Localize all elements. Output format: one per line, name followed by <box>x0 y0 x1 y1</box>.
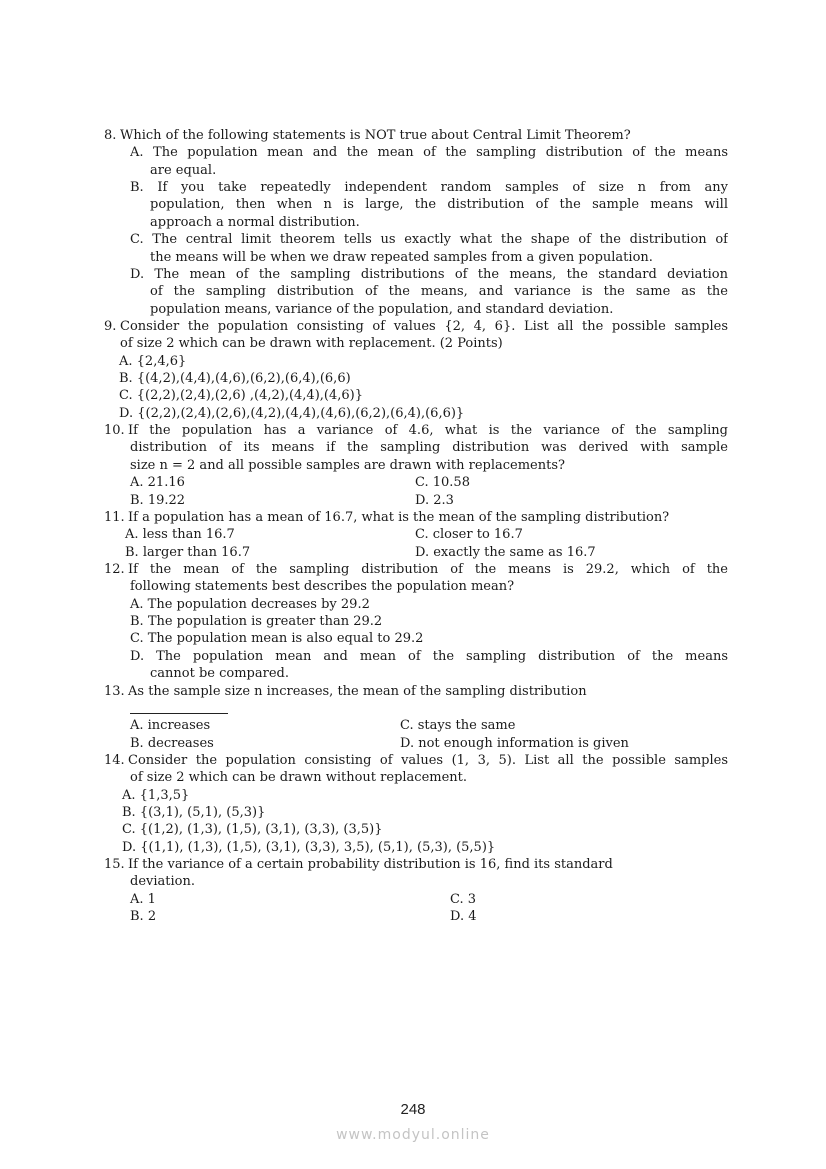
answer-option: D. 2.3 <box>415 492 454 508</box>
question-text: If the mean of the sampling distribution of the means is 29.2, which of the <box>128 561 728 577</box>
answer-blank-line <box>0 700 826 717</box>
question-line <box>0 422 826 439</box>
page-number: 248 <box>400 1101 426 1118</box>
answer-option <box>0 370 826 387</box>
answer-option <box>0 231 826 248</box>
answer-option-text: cannot be compared. <box>150 666 289 682</box>
answer-option-text: C. The population mean is also equal to 29.2 <box>130 631 424 647</box>
question-number: 8. <box>104 128 117 143</box>
answer-option <box>0 179 826 196</box>
answer-option-text: D. The population mean and mean of the sampling distribution of the means <box>130 648 728 664</box>
question-9 <box>0 318 826 422</box>
question-line <box>0 578 826 595</box>
answer-option <box>0 596 826 613</box>
answer-option: A. 21.16 <box>130 475 185 491</box>
answer-option <box>0 249 826 266</box>
question-line <box>0 752 826 769</box>
option-row <box>0 492 826 509</box>
answer-option: D. exactly the same as 16.7 <box>415 544 596 560</box>
answer-option: A. 1 <box>130 891 156 907</box>
question-number: 9. <box>104 318 117 334</box>
answer-option-text: A. {1,3,5} <box>122 787 190 803</box>
answer-option-text: the means will be when we draw repeated samples from a given population. <box>150 249 653 265</box>
answer-option: D. not enough information is given <box>400 735 629 751</box>
answer-option <box>0 387 826 404</box>
answer-option: B. decreases <box>130 735 214 751</box>
answer-option <box>0 665 826 682</box>
question-13 <box>0 683 826 752</box>
question-text: of size 2 which can be drawn with replacement. (2 Points) <box>120 336 503 352</box>
answer-option-text: D. The mean of the sampling distributions of the means, the standard deviation <box>130 266 728 282</box>
answer-option-text: B. {(4,2),(4,4),(4,6),(6,2),(6,4),(6,6) <box>119 371 351 387</box>
question-text: Consider the population consisting of values {2, 4, 6}. List all the possible samples <box>120 318 728 334</box>
question-number: 15. <box>104 857 125 873</box>
question-text: Which of the following statements is NOT true about Central Limit Theorem? <box>120 128 631 143</box>
answer-option-text: D. {(2,2),(2,4),(2,6),(4,2),(4,4),(4,6),(6,2),(6,4),(6,6)} <box>119 405 465 421</box>
answer-option <box>0 839 826 856</box>
answer-option <box>0 821 826 838</box>
answer-option <box>0 196 826 213</box>
question-text: size n = 2 and all possible samples are drawn with replacements? <box>130 457 565 473</box>
question-text: distribution of its means if the sampling distribution was derived with sample <box>130 440 728 456</box>
question-line <box>0 318 826 335</box>
answer-option <box>0 283 826 300</box>
option-row <box>0 891 826 908</box>
answer-option: D. 4 <box>450 909 477 925</box>
answer-option-text: B. The population is greater than 29.2 <box>130 614 383 630</box>
answer-option-text: population, then when n is large, the distribution of the sample means will <box>150 197 728 213</box>
question-15 <box>0 856 826 925</box>
question-text: If the variance of a certain probability distribution is 16, find its standard <box>128 857 613 873</box>
answer-option-text: C. The central limit theorem tells us exactly what the shape of the distribution of <box>130 232 728 248</box>
answer-option-text: are equal. <box>150 162 217 178</box>
answer-option-text: C. {(1,2), (1,3), (1,5), (3,1), (3,3), (3,5)} <box>122 822 383 838</box>
question-14 <box>0 752 826 856</box>
answer-option <box>0 144 826 161</box>
answer-option: B. 2 <box>130 909 157 925</box>
question-text: following statements best describes the population mean? <box>130 579 515 595</box>
answer-option-text: A. The population mean and the mean of the sampling distribution of the means <box>130 145 728 161</box>
answer-option: C. closer to 16.7 <box>415 527 523 543</box>
answer-option-text: B. If you take repeatedly independent random samples of size n from any <box>130 180 728 196</box>
option-row <box>0 526 826 543</box>
question-line <box>0 561 826 578</box>
answer-option-text: population means, variance of the population, and standard deviation. <box>150 301 614 317</box>
answer-option-text: C. {(2,2),(2,4),(2,6) ,(4,2),(4,4),(4,6)} <box>119 388 363 404</box>
question-line <box>0 769 826 786</box>
answer-option-text: A. The population decreases by 29.2 <box>130 596 370 612</box>
question-line <box>0 683 826 700</box>
answer-option: A. increases <box>130 718 211 734</box>
question-number: 11. <box>104 509 125 525</box>
question-line <box>0 127 826 144</box>
question-number: 12. <box>104 561 125 577</box>
question-line <box>0 335 826 352</box>
answer-option <box>0 804 826 821</box>
option-row <box>0 717 826 734</box>
answer-option: A. less than 16.7 <box>125 527 235 543</box>
answer-option-text: D. {(1,1), (1,3), (1,5), (3,1), (3,3), 3,5), (5,1), (5,3), (5,5)} <box>122 839 496 855</box>
answer-option <box>0 353 826 370</box>
question-number: 10. <box>104 423 125 439</box>
question-line <box>0 509 826 526</box>
question-10 <box>0 422 826 509</box>
answer-option: C. stays the same <box>400 718 516 734</box>
answer-option: C. 10.58 <box>415 475 470 491</box>
question-list <box>0 127 826 926</box>
question-8 <box>0 127 826 318</box>
question-number: 13. <box>104 683 125 699</box>
answer-option: B. 19.22 <box>130 492 186 508</box>
question-11 <box>0 509 826 561</box>
answer-blank <box>130 713 228 714</box>
answer-option-text: approach a normal distribution. <box>150 214 360 230</box>
question-text: Consider the population consisting of values (1, 3, 5). List all the possible samples <box>128 752 728 768</box>
answer-option <box>0 266 826 283</box>
answer-option <box>0 648 826 665</box>
question-text: If the population has a variance of 4.6, what is the variance of the sampling <box>128 423 728 439</box>
option-row <box>0 908 826 925</box>
question-line <box>0 439 826 456</box>
watermark: www.modyul.online <box>336 1127 490 1143</box>
question-number: 14. <box>104 752 125 768</box>
answer-option-text: of the sampling distribution of the means, and variance is the same as the <box>150 284 728 300</box>
answer-option-text: B. {(3,1), (5,1), (5,3)} <box>122 805 266 821</box>
option-row <box>0 735 826 752</box>
answer-option-text: A. {2,4,6} <box>119 353 187 369</box>
answer-option <box>0 630 826 647</box>
answer-option <box>0 787 826 804</box>
question-line <box>0 856 826 873</box>
answer-option <box>0 162 826 179</box>
answer-option <box>0 214 826 231</box>
answer-option: B. larger than 16.7 <box>125 544 251 560</box>
question-text: deviation. <box>130 874 195 890</box>
question-12 <box>0 561 826 683</box>
question-line <box>0 457 826 474</box>
option-row <box>0 544 826 561</box>
answer-option: C. 3 <box>450 891 477 907</box>
option-row <box>0 474 826 491</box>
question-text: As the sample size n increases, the mean of the sampling distribution <box>128 683 587 699</box>
answer-option <box>0 405 826 422</box>
answer-option <box>0 613 826 630</box>
question-line <box>0 873 826 890</box>
question-text: If a population has a mean of 16.7, what is the mean of the sampling distribution? <box>128 509 670 525</box>
question-text: of size 2 which can be drawn without replacement. <box>130 770 468 786</box>
answer-option <box>0 301 826 318</box>
